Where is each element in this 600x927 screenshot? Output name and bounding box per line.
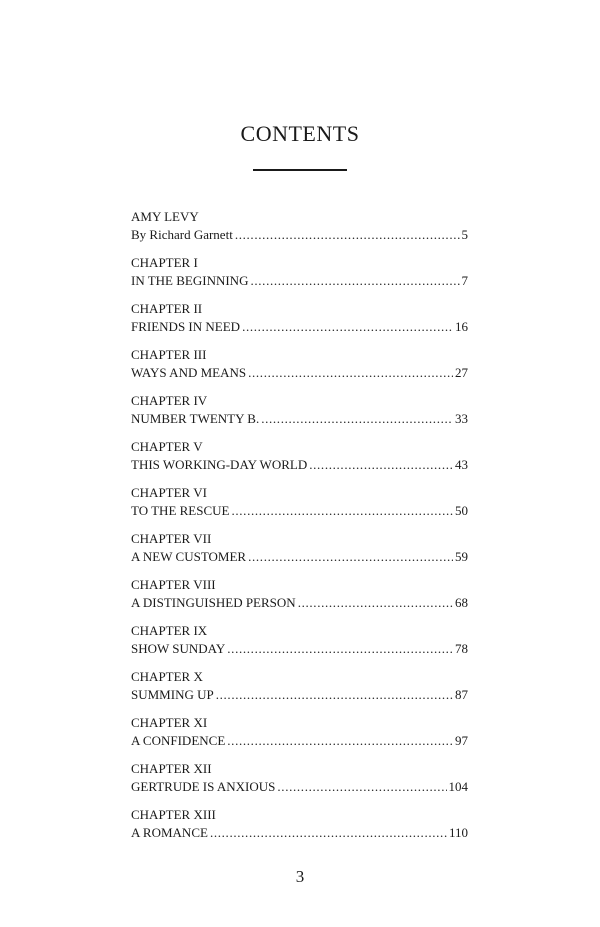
toc-entry [131, 622, 468, 668]
page-number: 3 [295, 867, 305, 886]
toc-line [131, 318, 468, 336]
toc-chapter-title: A CONFIDENCE [131, 733, 226, 748]
toc-line [131, 824, 468, 842]
toc-chapter-title: WAYS AND MEANS [131, 365, 247, 380]
toc-page-number: 68 [455, 595, 468, 610]
dot-leader [250, 272, 459, 290]
toc-page-number: 104 [448, 779, 468, 794]
toc-chapter-title: A ROMANCE [131, 825, 208, 840]
dot-leader [242, 318, 453, 336]
toc-line [131, 456, 468, 474]
toc-entry [131, 668, 468, 714]
dot-leader [210, 824, 447, 842]
toc-chapter-title: NUMBER TWENTY B. [131, 411, 260, 426]
toc-page-number: 50 [455, 503, 468, 518]
toc-chapter-label: CHAPTER VII [131, 531, 212, 546]
toc-chapter-label: CHAPTER X [131, 669, 203, 684]
dot-leader [309, 456, 453, 474]
toc-chapter-label: CHAPTER XIII [131, 807, 216, 822]
toc-page-number: 87 [455, 687, 468, 702]
toc-line [131, 732, 468, 750]
toc-chapter-label: CHAPTER I [131, 255, 198, 270]
toc-page-number: 110 [448, 825, 468, 840]
toc-line [131, 364, 468, 382]
dot-leader [298, 594, 453, 612]
table-of-contents [131, 208, 468, 852]
toc-line [131, 226, 468, 244]
toc-entry [131, 208, 468, 254]
toc-page-number: 7 [461, 273, 468, 288]
toc-chapter-title: TO THE RESCUE [131, 503, 230, 518]
toc-chapter-label: CHAPTER IV [131, 393, 208, 408]
toc-chapter-title: By Richard Garnett [131, 227, 233, 242]
toc-chapter-label: CHAPTER VIII [131, 577, 216, 592]
dot-leader [277, 778, 446, 796]
toc-chapter-label: CHAPTER IX [131, 623, 208, 638]
toc-entry [131, 438, 468, 484]
toc-chapter-title: A NEW CUSTOMER [131, 549, 247, 564]
toc-chapter-label: CHAPTER XI [131, 715, 208, 730]
toc-entry [131, 300, 468, 346]
toc-page-number: 97 [455, 733, 468, 748]
dot-leader [261, 410, 453, 428]
toc-chapter-label: CHAPTER XII [131, 761, 212, 776]
toc-page-number: 59 [455, 549, 468, 564]
toc-entry [131, 392, 468, 438]
toc-line [131, 594, 468, 612]
toc-line [131, 548, 468, 566]
toc-chapter-title: THIS WORKING-DAY WORLD [131, 457, 308, 472]
toc-chapter-label: AMY LEVY [131, 209, 199, 224]
toc-page-number: 27 [455, 365, 468, 380]
title-underline-rule [253, 169, 347, 171]
toc-chapter-label: CHAPTER III [131, 347, 207, 362]
toc-entry [131, 346, 468, 392]
dot-leader [248, 548, 453, 566]
toc-chapter-title: FRIENDS IN NEED [131, 319, 241, 334]
toc-line [131, 410, 468, 428]
toc-line [131, 640, 468, 658]
toc-page-number: 43 [455, 457, 468, 472]
toc-line [131, 272, 468, 290]
toc-entry [131, 714, 468, 760]
toc-chapter-label: CHAPTER V [131, 439, 203, 454]
toc-chapter-title: SUMMING UP [131, 687, 214, 702]
dot-leader [227, 640, 453, 658]
toc-chapter-title: A DISTINGUISHED PERSON [131, 595, 296, 610]
toc-page-number: 5 [461, 227, 468, 242]
toc-page-number: 78 [455, 641, 468, 656]
toc-chapter-title: IN THE BEGINNING [131, 273, 249, 288]
toc-line [131, 686, 468, 704]
toc-chapter-label: CHAPTER II [131, 301, 203, 316]
toc-entry [131, 484, 468, 530]
dot-leader [227, 732, 453, 750]
dot-leader [216, 686, 453, 704]
toc-entry [131, 806, 468, 852]
toc-entry [131, 576, 468, 622]
toc-page-number: 33 [455, 411, 468, 426]
toc-entry [131, 760, 468, 806]
toc-entry [131, 530, 468, 576]
dot-leader [231, 502, 453, 520]
toc-chapter-title: SHOW SUNDAY [131, 641, 226, 656]
page-title: CONTENTS [240, 121, 360, 146]
toc-entry [131, 254, 468, 300]
toc-line [131, 502, 468, 520]
toc-line [131, 778, 468, 796]
dot-leader [248, 364, 453, 382]
toc-page-number: 16 [455, 319, 468, 334]
toc-chapter-label: CHAPTER VI [131, 485, 207, 500]
dot-leader [235, 226, 460, 244]
toc-chapter-title: GERTRUDE IS ANXIOUS [131, 779, 276, 794]
